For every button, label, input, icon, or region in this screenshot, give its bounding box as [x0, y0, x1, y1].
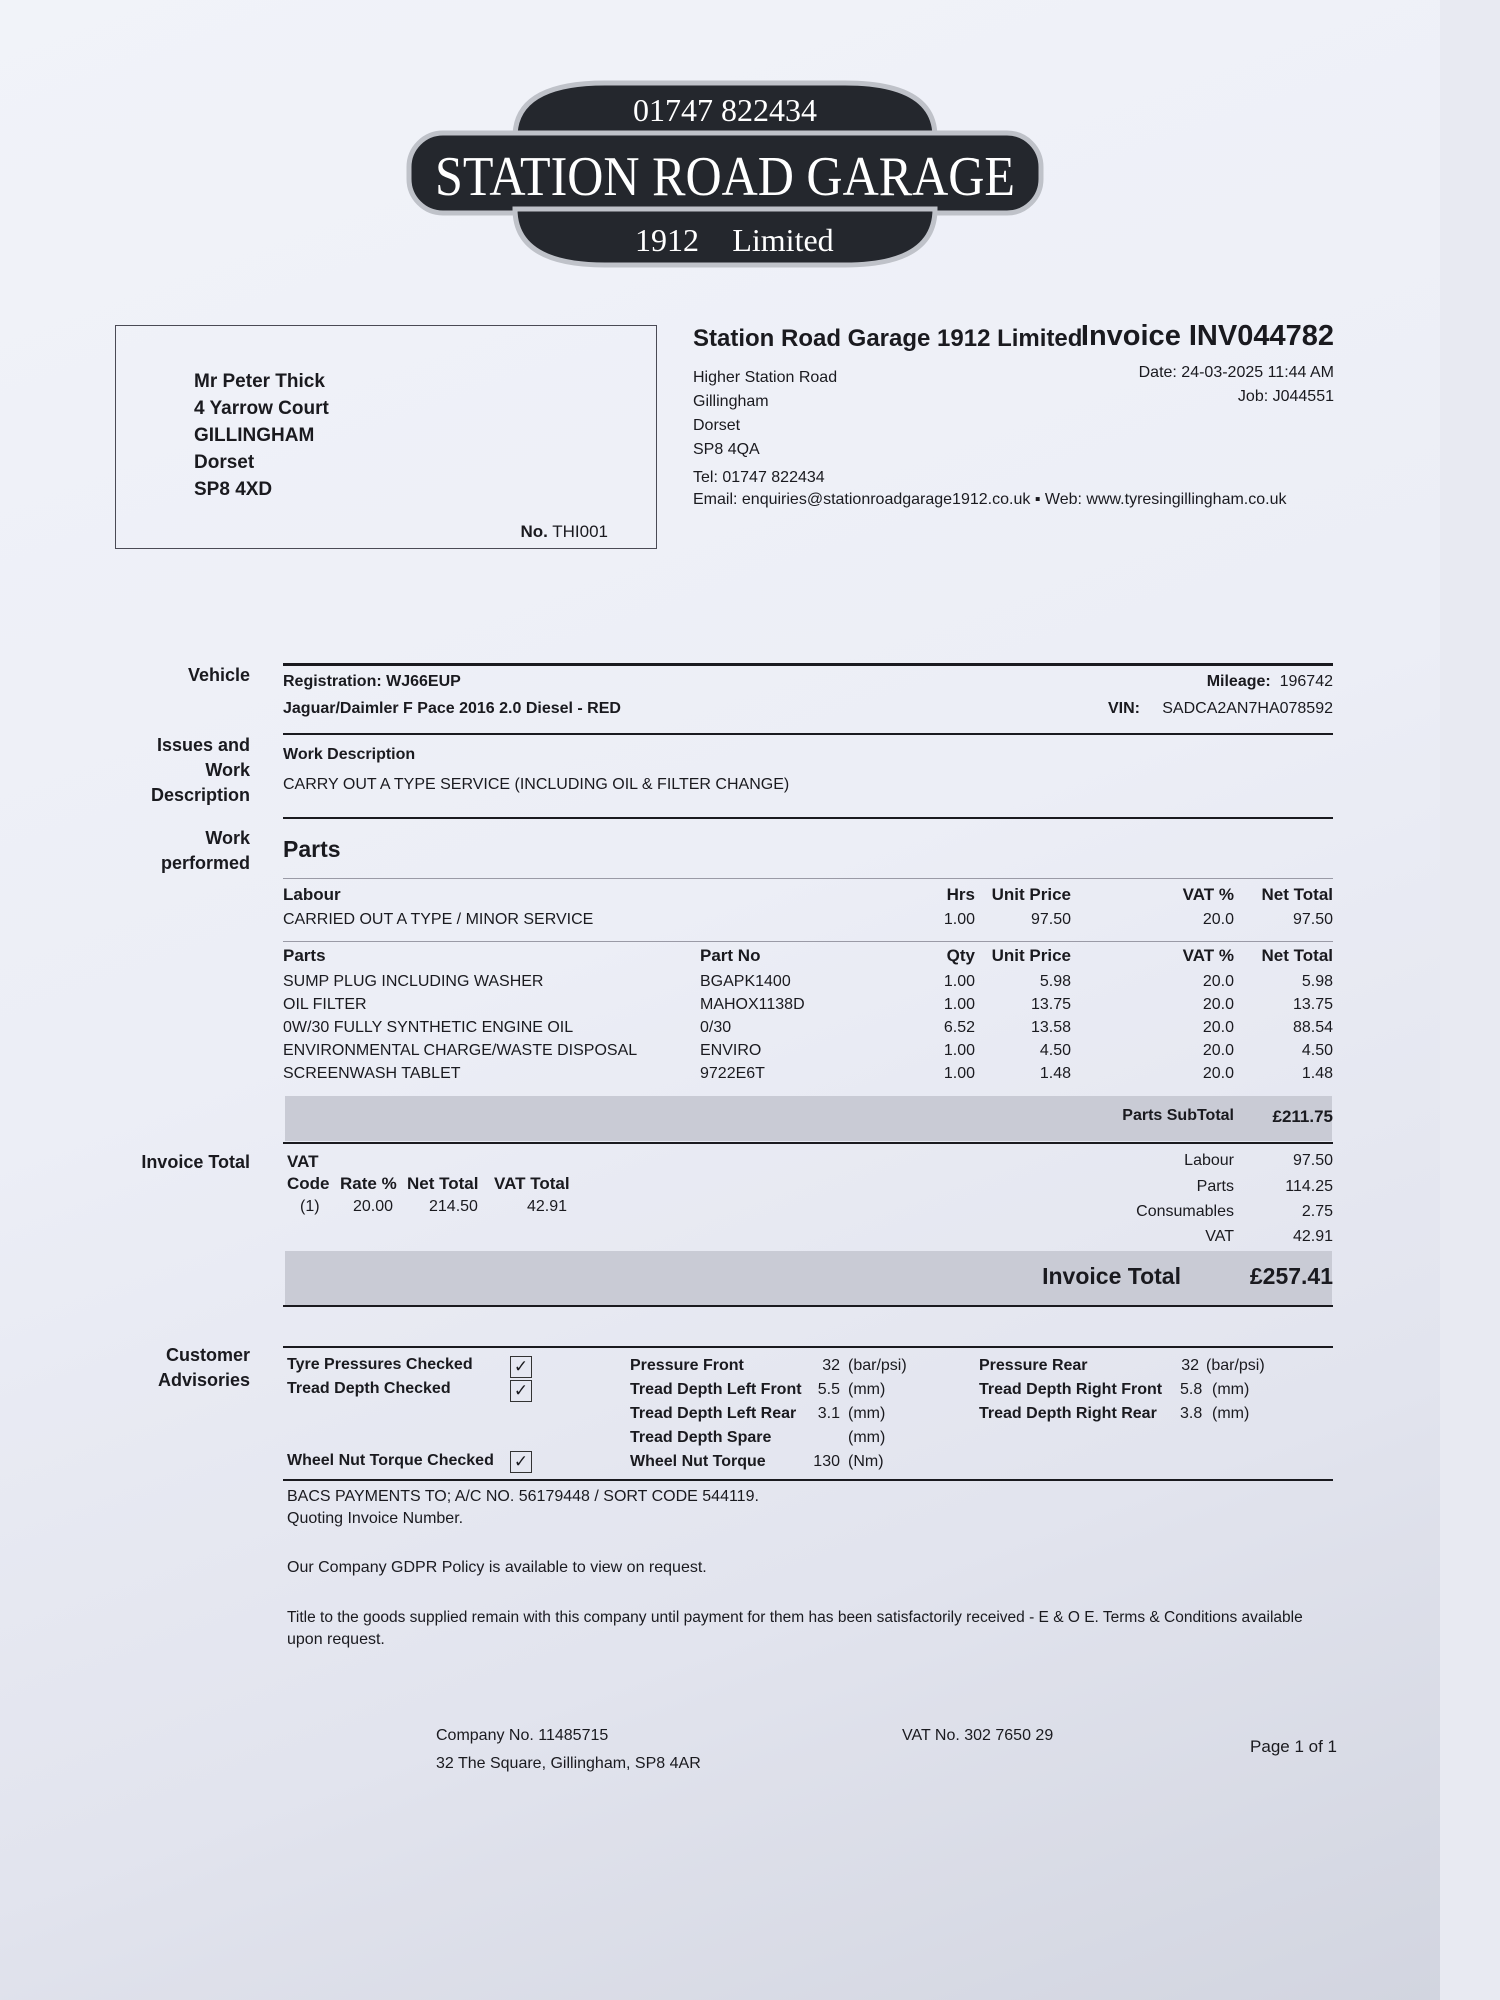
check-label: Wheel Nut Torque Checked — [287, 1452, 494, 1469]
row-divider — [283, 941, 1333, 942]
measure-value: 130 — [813, 1453, 840, 1470]
work-description-text: CARRY OUT A TYPE SERVICE (INCLUDING OIL & FILTER CHANGE) — [283, 776, 790, 793]
work-performed-label: Work performed — [160, 828, 250, 873]
company-address-line: SP8 4QA — [693, 441, 760, 458]
company-address-line: Gillingham — [693, 393, 769, 410]
total-label: Parts — [1196, 1178, 1234, 1195]
company-address-line: Dorset — [693, 417, 741, 434]
vat-number: VAT No. 302 7650 29 — [902, 1727, 1054, 1744]
company-name: Station Road Garage 1912 Limited — [693, 325, 1083, 352]
part-net: 88.54 — [1292, 1019, 1333, 1036]
vehicle-description: Jaguar/Daimler F Pace 2016 2.0 Diesel - RED — [283, 700, 621, 717]
row-divider — [283, 878, 1333, 879]
part-unit: 4.50 — [1039, 1042, 1071, 1059]
labour-header-vat: VAT % — [1182, 885, 1234, 904]
part-vat: 20.0 — [1202, 996, 1234, 1013]
part-desc: 0W/30 FULLY SYNTHETIC ENGINE OIL — [283, 1019, 574, 1036]
issues-label-line: Description — [150, 785, 250, 805]
total-label: Consumables — [1136, 1203, 1234, 1220]
garage-logo — [405, 75, 1045, 275]
vin-value: SADCA2AN7HA078592 — [1162, 700, 1333, 717]
parts-header-desc: Parts — [283, 946, 326, 965]
issues-label — [115, 733, 250, 808]
labour-header-hrs: Hrs — [946, 885, 975, 904]
total-label: VAT — [1205, 1228, 1234, 1245]
customer-name: Mr Peter Thick — [194, 371, 325, 392]
invoice-total-value: £257.41 — [1249, 1263, 1333, 1289]
part-vat: 20.0 — [1202, 1065, 1234, 1082]
section-divider — [283, 1346, 1333, 1348]
labour-unit: 97.50 — [1030, 911, 1071, 928]
part-net: 13.75 — [1292, 996, 1333, 1013]
measure-label: Tread Depth Spare — [630, 1429, 772, 1446]
part-number: ENVIRO — [700, 1042, 762, 1059]
measure-unit: (mm) — [848, 1381, 886, 1398]
measure-value: 3.1 — [817, 1405, 840, 1422]
measure-unit: (Nm) — [848, 1453, 884, 1470]
measure-value: 3.8 — [1180, 1405, 1203, 1422]
measure-unit: (mm) — [848, 1405, 886, 1422]
section-divider — [283, 663, 1333, 666]
mileage-label: Mileage: — [1206, 673, 1271, 690]
vehicle-registration: Registration: WJ66EUP — [283, 673, 461, 690]
labour-vat: 20.0 — [1202, 911, 1234, 928]
part-number: MAHOX1138D — [700, 996, 805, 1013]
logo-year: 1912 — [635, 222, 699, 258]
gdpr-notice: Our Company GDPR Policy is available to view on request. — [287, 1559, 707, 1576]
vat-net: 214.50 — [429, 1198, 478, 1215]
total-value: 114.25 — [1285, 1178, 1333, 1195]
customer-address-box — [115, 325, 657, 549]
part-unit: 1.48 — [1039, 1065, 1071, 1082]
labour-hrs: 1.00 — [943, 911, 975, 928]
part-desc: ENVIRONMENTAL CHARGE/WASTE DISPOSAL — [283, 1042, 638, 1059]
part-number: 9722E6T — [700, 1065, 765, 1082]
bacs-line-1: BACS PAYMENTS TO; A/C NO. 56179448 / SORT CODE 544119. — [287, 1488, 759, 1505]
labour-header-net: Net Total — [1261, 885, 1333, 904]
section-divider — [283, 1479, 1333, 1481]
customer-address — [194, 368, 329, 503]
vat-header-vat: VAT Total — [494, 1174, 570, 1193]
parts-header-net: Net Total — [1261, 946, 1333, 965]
part-qty: 6.52 — [943, 1019, 975, 1036]
vat-rate: 20.00 — [353, 1198, 394, 1215]
measure-value: 5.8 — [1180, 1381, 1203, 1398]
part-qty: 1.00 — [943, 973, 975, 990]
checkmark-icon: ✓ — [510, 1451, 532, 1473]
part-qty: 1.00 — [943, 1042, 975, 1059]
advisories-label-line: Advisories — [157, 1370, 250, 1390]
labour-net: 97.50 — [1292, 911, 1333, 928]
checkmark-icon: ✓ — [510, 1356, 532, 1378]
logo-suffix: Limited — [732, 222, 834, 258]
customer-county: Dorset — [194, 452, 255, 473]
labour-header-desc: Labour — [283, 885, 341, 904]
customer-number-label: No. — [520, 522, 548, 541]
section-divider — [283, 1142, 1333, 1144]
part-number: 0/30 — [700, 1019, 732, 1036]
check-label: Tyre Pressures Checked — [287, 1356, 473, 1373]
parts-header-qty: Qty — [946, 946, 975, 965]
bacs-line-2: Quoting Invoice Number. — [287, 1510, 464, 1527]
part-number: BGAPK1400 — [700, 973, 791, 990]
vin-label: VIN: — [1108, 700, 1140, 717]
part-net: 4.50 — [1301, 1042, 1333, 1059]
measure-label: Wheel Nut Torque — [630, 1453, 766, 1470]
page-number: Page 1 of 1 — [1250, 1737, 1337, 1756]
measure-unit: (mm) — [1212, 1381, 1250, 1398]
vat-total: 42.91 — [527, 1198, 568, 1215]
measure-label: Pressure Front — [630, 1357, 744, 1374]
customer-postcode: SP8 4XD — [194, 479, 273, 500]
labour-header-unit: Unit Price — [991, 885, 1071, 904]
company-number: Company No. 11485715 — [436, 1727, 609, 1744]
part-net: 1.48 — [1301, 1065, 1333, 1082]
mileage-value: 196742 — [1279, 673, 1333, 690]
parts-subtotal-label: Parts SubTotal — [1122, 1107, 1234, 1124]
logo-phone: 01747 822434 — [633, 92, 817, 128]
part-net: 5.98 — [1301, 973, 1333, 990]
advisories-label-line: Customer — [165, 1345, 250, 1365]
vat-title: VAT — [287, 1152, 319, 1171]
measure-label: Tread Depth Left Front — [630, 1381, 802, 1398]
measure-value: 32 — [1181, 1357, 1199, 1374]
advisories-label — [115, 1343, 250, 1393]
part-vat: 20.0 — [1202, 973, 1234, 990]
company-address-line: Higher Station Road — [693, 369, 838, 386]
checkmark-icon: ✓ — [510, 1380, 532, 1402]
vat-code: (1) — [300, 1198, 320, 1215]
measure-unit: (mm) — [1212, 1405, 1250, 1422]
part-unit: 5.98 — [1039, 973, 1071, 990]
customer-street: 4 Yarrow Court — [194, 398, 329, 419]
vat-header-rate: Rate % — [340, 1174, 397, 1193]
vehicle-label: Vehicle — [187, 665, 250, 685]
vehicle-mileage — [1207, 673, 1333, 691]
issues-label-line: Issues and Work — [156, 735, 250, 780]
measure-value: 5.5 — [817, 1381, 840, 1398]
labour-desc: CARRIED OUT A TYPE / MINOR SERVICE — [283, 911, 594, 928]
check-label: Tread Depth Checked — [287, 1380, 451, 1397]
measure-unit: (bar/psi) — [848, 1357, 907, 1374]
part-qty: 1.00 — [943, 996, 975, 1013]
parts-header-unit: Unit Price — [991, 946, 1071, 965]
part-desc: SCREENWASH TABLET — [283, 1065, 461, 1082]
registered-address: 32 The Square, Gillingham, SP8 4AR — [436, 1755, 701, 1772]
section-divider — [283, 817, 1333, 819]
section-divider — [283, 733, 1333, 735]
part-unit: 13.75 — [1030, 996, 1071, 1013]
measure-label: Pressure Rear — [979, 1357, 1088, 1374]
part-unit: 13.58 — [1030, 1019, 1071, 1036]
company-email-web: Email: enquiries@stationroadgarage1912.co.uk ▪ Web: www.tyresingillingham.co.uk — [693, 491, 1287, 508]
part-vat: 20.0 — [1202, 1019, 1234, 1036]
company-address — [693, 366, 837, 462]
measure-unit: (bar/psi) — [1206, 1357, 1265, 1374]
part-vat: 20.0 — [1202, 1042, 1234, 1059]
work-description-heading: Work Description — [283, 746, 416, 763]
invoice-total-side-label: Invoice Total — [141, 1152, 250, 1172]
part-desc: SUMP PLUG INCLUDING WASHER — [283, 973, 544, 990]
customer-town: GILLINGHAM — [194, 425, 315, 446]
measure-unit: (mm) — [848, 1429, 886, 1446]
measure-label: Tread Depth Right Front — [979, 1381, 1163, 1398]
part-qty: 1.00 — [943, 1065, 975, 1082]
invoice-total-label: Invoice Total — [1042, 1263, 1181, 1289]
section-divider — [283, 1305, 1333, 1307]
customer-number-value: THI001 — [552, 522, 608, 541]
total-value: 2.75 — [1301, 1203, 1333, 1220]
invoice-job: Job: J044551 — [1237, 388, 1334, 405]
parts-title: Parts — [283, 836, 341, 862]
measure-label: Tread Depth Left Rear — [630, 1405, 797, 1422]
logo-name: STATION ROAD GARAGE — [435, 146, 1015, 208]
part-desc: OIL FILTER — [283, 996, 367, 1013]
total-value: 42.91 — [1292, 1228, 1333, 1245]
title-notice-line-1: Title to the goods supplied remain with this company until payment for them has been satisfactorily received - E & O E. Terms & Conditions available — [287, 1609, 1303, 1626]
total-value: 97.50 — [1292, 1152, 1333, 1169]
company-tel: Tel: 01747 822434 — [693, 469, 825, 486]
invoice-date: Date: 24-03-2025 11:44 AM — [1138, 364, 1334, 381]
total-label: Labour — [1184, 1152, 1234, 1169]
title-notice-line-2: upon request. — [287, 1631, 385, 1648]
measure-value: 32 — [822, 1357, 840, 1374]
vat-header-net: Net Total — [407, 1174, 479, 1193]
invoice-title: Invoice INV044782 — [1080, 320, 1334, 352]
parts-header-partno: Part No — [700, 946, 761, 965]
parts-header-vat: VAT % — [1182, 946, 1234, 965]
customer-number — [520, 522, 608, 542]
vat-header-code: Code — [287, 1174, 330, 1193]
measure-label: Tread Depth Right Rear — [979, 1405, 1157, 1422]
parts-subtotal-value: £211.75 — [1272, 1107, 1333, 1126]
